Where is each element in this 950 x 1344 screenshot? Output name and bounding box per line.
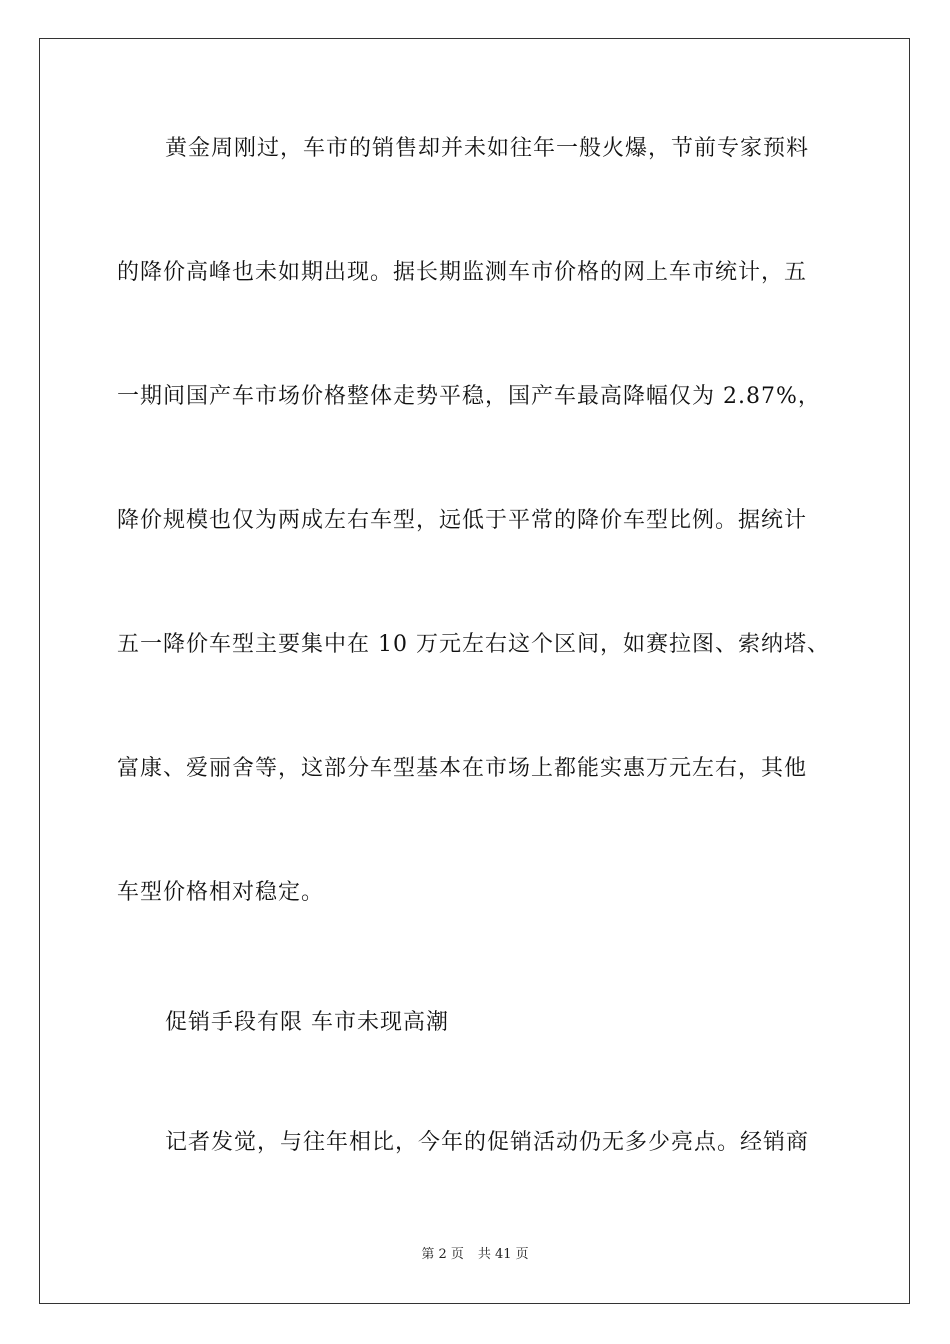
paragraph-line-2: 的降价高峰也未如期出现。据长期监测车市价格的网上车市统计，五	[117, 260, 808, 285]
paragraph-line-9: 记者发觉，与往年相比，今年的促销活动仍无多少亮点。经销商	[165, 1130, 810, 1155]
paragraph-line-1: 黄金周刚过，车市的销售却并未如往年一般火爆，节前专家预料	[165, 136, 810, 161]
paragraph-line-6: 富康、爱丽舍等，这部分车型基本在市场上都能实惠万元左右，其他	[117, 756, 808, 781]
paragraph-line-4: 降价规模也仅为两成左右车型，远低于平常的降价车型比例。据统计	[117, 508, 808, 533]
page-number: 第 2 页	[421, 1247, 464, 1262]
paragraph-line-5: 五一降价车型主要集中在 10 万元左右这个区间，如赛拉图、索纳塔、	[117, 632, 830, 657]
page-total: 共 41 页	[477, 1247, 529, 1262]
section-heading: 促销手段有限 车市未现高潮	[165, 1010, 449, 1035]
paragraph-line-3: 一期间国产车市场价格整体走势平稳，国产车最高降幅仅为 2.87%，	[117, 384, 821, 409]
page-border	[39, 38, 910, 1304]
paragraph-line-7: 车型价格相对稳定。	[117, 880, 325, 905]
page-footer	[0, 1246, 950, 1264]
